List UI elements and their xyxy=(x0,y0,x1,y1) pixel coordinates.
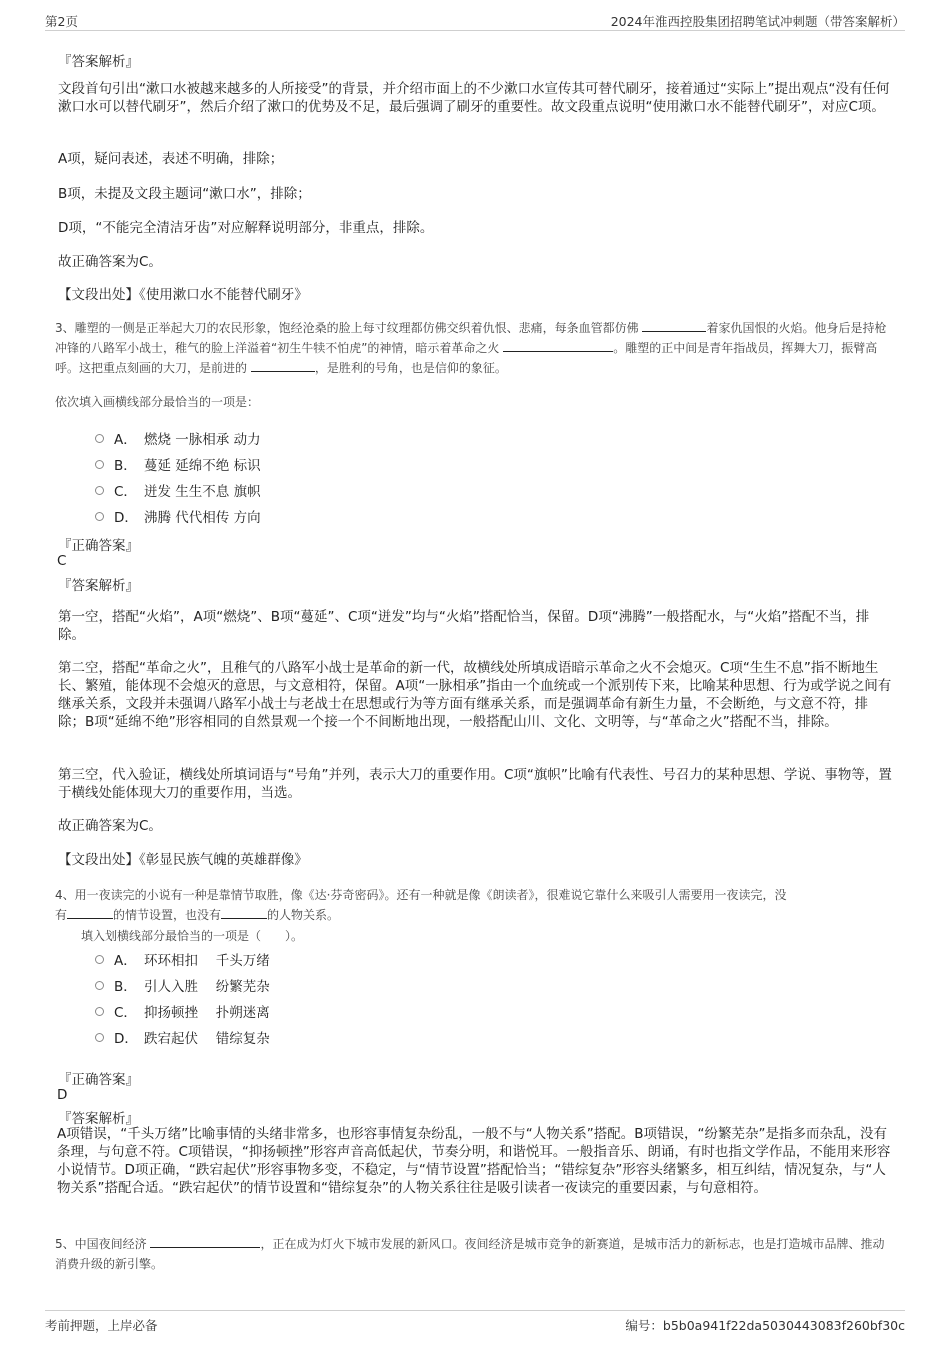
radio-icon[interactable] xyxy=(95,981,104,990)
q4-answer-label: 『正确答案』 xyxy=(58,1072,139,1088)
q3-stem-part-1: 3、雕塑的一侧是正举起大刀的农民形象，饱经沧桑的脸上每寸纹理都仿佛交织着仇恨、悲痛，每条血管都仿佛 xyxy=(55,321,639,335)
q5-blank-1 xyxy=(150,1235,260,1248)
q3-analysis-paragraph-3: 第三空，代入验证，横线处所填词语与“号角”并列，表示大刀的重要作用。C项“旗帜”比喻有代表性、号召力的某种思想、学说、事物等，置于横线处能体现大刀的重要作用，当选。 xyxy=(58,767,892,801)
q4-stem-part-2b: 的情节设置，也没有 xyxy=(113,908,222,922)
q2-analysis-option-b: B项，未提及文段主题词“漱口水”，排除； xyxy=(58,186,311,202)
q3-source: 【文段出处】《彰显民族气魄的英雄群像》 xyxy=(58,852,308,868)
page-header xyxy=(45,10,905,31)
footer-slogan: 考前押题，上岸必备 xyxy=(45,1318,158,1333)
radio-icon[interactable] xyxy=(95,434,104,443)
q4-answer: D xyxy=(57,1087,68,1103)
q3-stem-part-2: 着家仇国恨的火焰。他身后是持枪冲锋的八路军小战士，稚气的脸上洋溢着“初生牛犊不怕虎”的神情，暗示着革命之火 xyxy=(55,321,887,355)
q4-blank-1 xyxy=(67,906,113,919)
q4-analysis-label: 『答案解析』 xyxy=(58,1111,139,1127)
q2-analysis-option-d: D项，“不能完全清洁牙齿”对应解释说明部分，非重点，排除。 xyxy=(58,220,434,236)
q4-stem xyxy=(55,885,895,925)
page-footer xyxy=(45,1310,905,1335)
q2-analysis-label: 『答案解析』 xyxy=(58,54,139,70)
q3-answer: C xyxy=(57,553,67,569)
footer-document-id: 编号：b5b0a941f22da5030443083f260bf30c xyxy=(625,1318,905,1333)
q3-blank-2 xyxy=(503,339,613,352)
q5-stem-part-2: ，正在成为灯火下城市发展的新风口。夜间经济是城市竞争的新赛道，是城市活力的新标志，也是打造城市品牌、推动消费升级的新引擎。 xyxy=(55,1237,885,1271)
radio-icon[interactable] xyxy=(95,486,104,495)
q4-option-c[interactable]: C． 抑扬顿挫 扑朔迷离 xyxy=(95,1001,270,1021)
q2-source: 【文段出处】《使用漱口水不能替代刷牙》 xyxy=(58,287,308,303)
q4-stem-part-2a: 有 xyxy=(55,908,68,922)
q4-prompt: 填入划横线部分最恰当的一项是（ ）。 xyxy=(81,929,304,943)
q3-answer-label: 『正确答案』 xyxy=(58,538,139,554)
q4-option-d[interactable]: D． 跌宕起伏 错综复杂 xyxy=(95,1027,270,1047)
radio-icon[interactable] xyxy=(95,1033,104,1042)
radio-icon[interactable] xyxy=(95,512,104,521)
q3-analysis-paragraph-2: 第二空，搭配“革命之火”，且稚气的八路军小战士是革命的新一代，故横线处所填成语暗示革命之火不会熄灭。C项“生生不息”指不断地生长、繁殖，能体现不会熄灭的意思，与文意相符，保留。A项“一脉相承”指由一个血统或一个派别传下来，比喻某种思想、行为或学说之间有继承关系，文段并未强调八路军小战士与老战士在思想或行为等方面有继承关系，而是强调革命有新生力量，不会断绝，与文意不符，排除；B项“延绵不绝”形容相同的自然景观一个接一个不间断地出现，一般搭配山川、文化、文明等，与“革命之火”搭配不当，排除。 xyxy=(58,660,892,730)
page-number: 第2页 xyxy=(45,14,78,29)
q3-conclusion: 故正确答案为C。 xyxy=(58,818,162,834)
radio-icon[interactable] xyxy=(95,460,104,469)
q5-stem xyxy=(55,1234,895,1274)
q4-blank-2 xyxy=(221,906,267,919)
q3-option-c[interactable]: C． 迸发 生生不息 旗帜 xyxy=(95,480,261,500)
q4-option-a[interactable]: A． 环环相扣 千头万绪 xyxy=(95,949,270,969)
q4-option-b[interactable]: B． 引人入胜 纷繁芜杂 xyxy=(95,975,270,995)
q5-stem-part-1: 5、中国夜间经济 xyxy=(55,1237,147,1251)
q2-conclusion: 故正确答案为C。 xyxy=(58,254,162,270)
q4-stem-part-2c: 的人物关系。 xyxy=(267,908,340,922)
q3-blank-3 xyxy=(251,359,315,372)
q3-blank-1 xyxy=(642,319,706,332)
q4-analysis-paragraph: A项错误，“千头万绪”比喻事情的头绪非常多，也形容事情复杂纷乱，一般不与“人物关系”搭配。B项错误，“纷繁芜杂”是指多而杂乱，没有条理，与句意不符。C项错误，“抑扬顿挫”形容声音高低起伏，节奏分明，和谐悦耳。一般指音乐、朗诵，有时也指文学作品，不能用来形容小说情节。D项正确，“跌宕起伏”形容事物多变，不稳定，与“情节设置”搭配恰当；“错综复杂”形容头绪繁多，相互纠结，情况复杂，与“人物关系”搭配合适。“跌宕起伏”的情节设置和“错综复杂”的人物关系往往是吸引读者一夜读完的重要因素，与句意相符。 xyxy=(57,1126,891,1196)
q3-option-b[interactable]: B． 蔓延 延绵不绝 标识 xyxy=(95,454,261,474)
q3-stem xyxy=(55,318,895,378)
q2-analysis-option-a: A项，疑问表述，表述不明确，排除； xyxy=(58,151,284,167)
radio-icon[interactable] xyxy=(95,1007,104,1016)
document-title: 2024年淮西控股集团招聘笔试冲刺题（带答案解析） xyxy=(610,14,905,29)
q3-option-d[interactable]: D． 沸腾 代代相传 方向 xyxy=(95,506,261,526)
q4-stem-part-1: 4、用一夜读完的小说有一种是靠情节取胜，像《达·芬奇密码》。还有一种就是像《朗读者》，很难说它靠什么来吸引人需要用一夜读完，没 xyxy=(55,888,787,902)
q3-option-a[interactable]: A． 燃烧 一脉相承 动力 xyxy=(95,428,261,448)
q3-analysis-paragraph-1: 第一空，搭配“火焰”，A项“燃烧”、B项“蔓延”、C项“迸发”均与“火焰”搭配恰当，保留。D项“沸腾”一般搭配水，与“火焰”搭配不当，排除。 xyxy=(58,609,870,643)
radio-icon[interactable] xyxy=(95,955,104,964)
q2-analysis-paragraph: 文段首句引出“漱口水被越来越多的人所接受”的背景，并介绍市面上的不少漱口水宣传其可替代刷牙，接着通过“实际上”提出观点“没有任何漱口水可以替代刷牙”，然后介绍了漱口的优势及不足，最后强调了刷牙的重要性。故文段重点说明“使用漱口水不能替代刷牙”，对应C项。 xyxy=(58,81,890,115)
q3-stem-part-4: ，是胜利的号角，也是信仰的象征。 xyxy=(314,361,507,375)
q3-analysis-label: 『答案解析』 xyxy=(58,578,139,594)
q3-stem-part-3: 。雕塑的正中间是青年指战员，挥舞大刀，振臂高呼。这把重点刻画的大刀，是前进的 xyxy=(55,341,878,375)
q3-prompt: 依次填入画横线部分最恰当的一项是： xyxy=(55,395,260,409)
